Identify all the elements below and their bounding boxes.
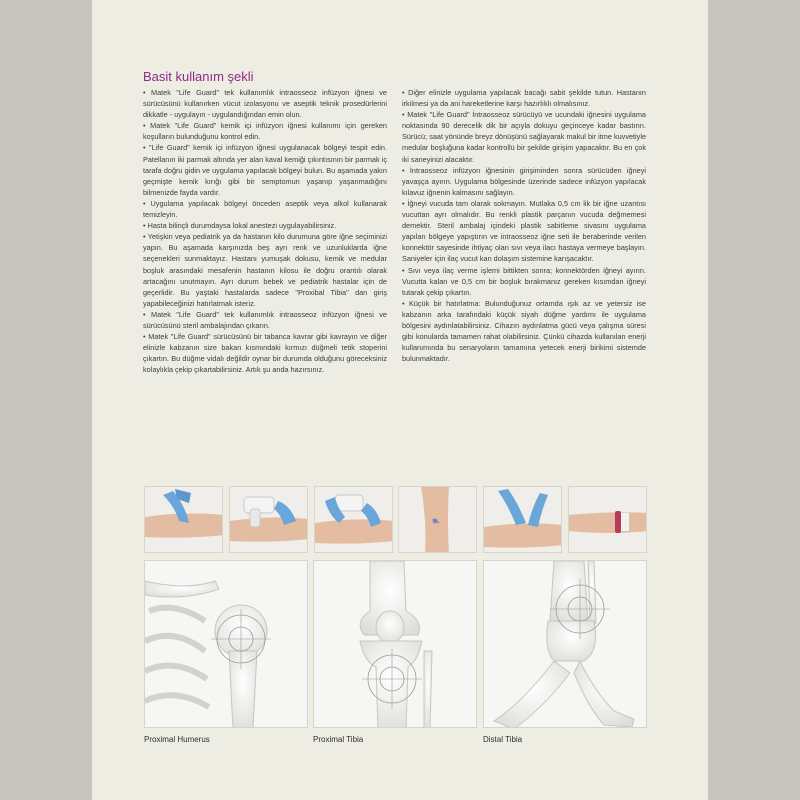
paragraph: • Matek "Life Guard" tek kullanımlık intraosseoz infüzyon iğnesi ve sürücüsünü kullanırken vücut izolasyonu ve aseptik teknik prosedürlerini dikkatle - uygulayın - uygulandığından emin olun. [143, 88, 387, 120]
section-title: Basit kullanım şekli [143, 69, 254, 84]
photo-step-3 [314, 486, 393, 553]
caption-distal-tibia: Distal Tibia [483, 735, 523, 744]
caption-proximal-humerus: Proximal Humerus [144, 735, 210, 744]
photo-step-6 [568, 486, 647, 553]
left-text-column [143, 87, 387, 375]
photo-step-2 [229, 486, 308, 553]
paragraph: • Diğer elinizle uygulama yapılacak bacağı sabit şekilde tutun. Hastanın irkilmesi ya da ani hareketlerine karşı hazırlıklı olmalısınız. [402, 88, 646, 109]
paragraph: • İntraosseoz infüzyon iğnesinin girişiminden sonra sürücüden iğneyi yavaşça ayırın. Uygulama bölgesinde üzerinde sadece infüzyon yapılacak kılavuz iğnenin kalmasını sağlayın. [402, 165, 646, 197]
illustration-distal-tibia [483, 560, 647, 728]
paragraph: • Yetişkin veya pediatrik ya da hastanın kilo durumuna göre iğne seçiminizi yapın. Bu aşamada karşınızda beş ayrı renk ve uzunluklarda iğne seçenekleri sunmaktayız. Hastanı yumuşak dokusu, kemik ve medular boşluk arasındaki mesafenin hastanın kilosu ile doğru orantılı olarak artacağını unutmayın. Ayrı durum bebek ve pediatrik hastalar için de geçerlidir. Bu yaştaki hastalarda sadece "Proxibal Tibia" dan giriş yapabileceğinizi hatırlatmak isteriz. [143, 232, 387, 308]
paragraph: • Hasta bilinçli durumdaysa lokal anestezi uygulayabilirsiniz. [143, 221, 337, 231]
paragraph: • Uygulama yapılacak bölgeyi önceden aseptik veya alkol kullanarak temizleyin. [143, 198, 387, 220]
paragraph: • Küçük bir hatırlatma: Bulunduğunuz ortamda ışık az ve yetersiz ise kabzanın arka tarafındaki küçük siyah düğme yardımı ile uygulama bölgesini aydınlatabilirsiniz. Cihazın aydınlatma gücü veya çalışma süresi gibi konularda tamamen rahat olabilirsiniz. Çünkü cihazda kullanılan enerji kullanımında bu senaryoların tamamına yetecek enerji birikimi sistemde bulunmaktadır. [402, 298, 646, 364]
paragraph: • Matek "Life Guard" tek kullanımlık intraosseoz infüzyon iğnesi ve sürücüsünü steril ambalajından çıkarın. [143, 309, 387, 330]
illustration-proximal-tibia [313, 560, 477, 728]
photo-step-5 [483, 486, 562, 553]
illustration-proximal-humerus [144, 560, 308, 728]
photo-step-4 [398, 486, 477, 553]
paragraph: • Matek "Life Guard" kemik içi infüzyon iğnesi kullanımı için gereken koşulların bulunduğunu kontrol edin. [143, 121, 387, 142]
caption-proximal-tibia: Proximal Tibia [313, 735, 364, 744]
paragraph: • Sıvı veya ilaç verme işlemi bittikten sonra; konnektörden iğneyi ayırın. Vucutta kalan ve 0,5 cm bir boşluk bırakmanız gereken kısımdan iğneyi tutarak çekip çıkartın. [402, 265, 646, 297]
paragraph: • İğneyi vucuda tam olarak sokmayın. Mutlaka 0,5 cm lik bir iğne uzantısı vucuttan ayrı olmalıdır. Bu renkli plastik parçanın vucuda değmemesi demektir. Steril ambalaj içindeki plastik sabitleme sivasını uygulama yapılan bölgeye yapıştırın ve intraosseoz iğne seti ile beraberinde verilen konnektör sayesinde ihtiyaç olan sıvı veya ilacı hastaya vermeye başlayın. Saniyeler için ilaç vucut kan dolaşım sistemine karışacaktır. [402, 198, 646, 264]
paragraph: • Matek "Life Guard" İntraosseoz sürücüyü ve ucundaki iğnesini uygulama noktasında 90 derecelik dik bir açıyla dokuyu geçinceye kadar bastırın. Sürücü; saat yönünde breyz dönüşünü sağlayarak makul bir itme kuvvetiyle medular boşluğuna kadar kontrollü bir şekilde girişim yapacaktır. Bu en çok iki saneyinizi alacaktır. [402, 110, 646, 164]
right-text-column [402, 87, 646, 364]
paragraph: • "Life Guard" kemik içi infüzyon iğnesi uygulanacak bölgeyi tespit edin. Patellanın iki parmak altında yer alan kaval kemiği çıkıntısının bir parmak iç tarafa doğru gidin ve uygulama yapılacak bölgeyi bulun. Bu aşamada yakın geçmişte kemik kırığı gibi bir semptomun yaşanıp yaşanmadığını bilmenizde fayda vardır. [143, 143, 387, 197]
paragraph: • Matek "Life Guard" sürücüsünü bir tabanca kavrar gibi kavrayın ve diğer elinizle kabzanın size bakan kısmındaki kırmızı düğmeli tetik stoperini çıkartın. Bu düğme vidalı değildir oynar bir durumda olduğunu göreceksiniz kolaylıkla çekip çıkartabilirsiniz. Artık şu anda hazırsınız. [143, 332, 387, 375]
photo-step-1 [144, 486, 223, 553]
